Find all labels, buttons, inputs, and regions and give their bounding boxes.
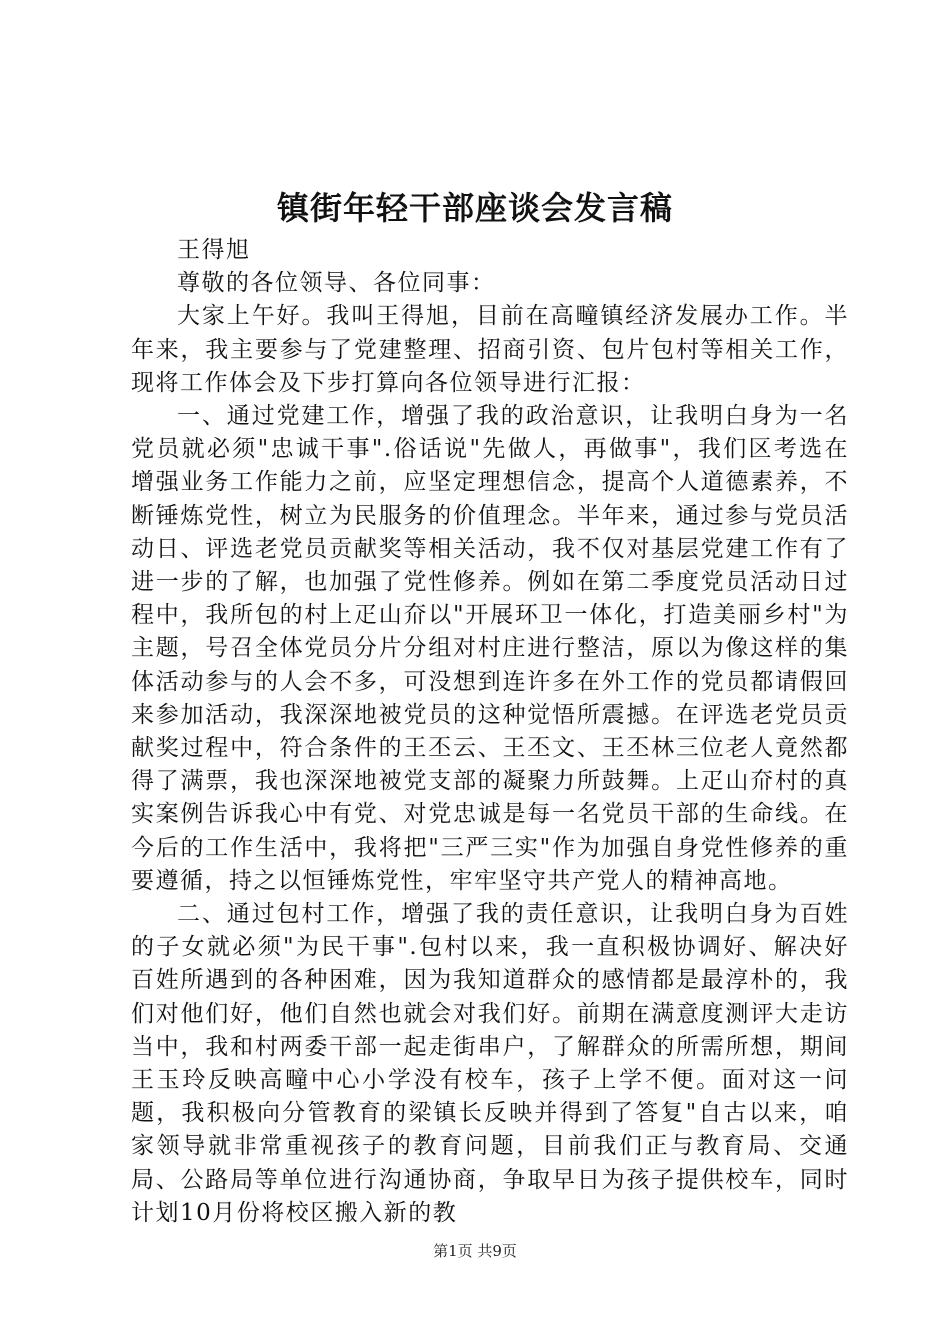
paragraph-section-two: 二、通过包村工作，增强了我的责任意识，让我明白身为百姓的子女就必须"为民干事".包村以来，我一直积极协调好、解决好百姓所遇到的各种困难，因为我知道群众的感情都是最淳朴的，我们对他们好，他们自然也就会对我们好。前期在满意度测评大走访当中，我和村两委干部一起走街串户，了解群众的所需所想，期间王玉玲反映高疃中心小学没有校车，孩子上学不便。面对这一问题，我积极向分管教育的梁镇长反映并得到了答复"自古以来，咱家领导就非常重视孩子的教育问题，目前我们正与教育局、交通局、公路局等单位进行沟通协商，争取早日为孩子提供校车，同时计划10月份将校区搬入新的教 [131, 901, 849, 1226]
page-number: 第1页 [433, 1242, 473, 1260]
page-footer [0, 1241, 950, 1261]
paragraph-intro: 大家上午好。我叫王得旭，目前在高疃镇经济发展办工作。半年来，我主要参与了党建整理、招商引资、包片包村等相关工作，现将工作体会及下步打算向各位领导进行汇报： [131, 303, 849, 396]
document-body [131, 234, 849, 1230]
document-title: 镇街年轻干部座谈会发言稿 [276, 189, 673, 227]
paragraph-section-one: 一、通过党建工作，增强了我的政治意识，让我明白身为一名党员就必须"忠诚干事".俗话说"先做人，再做事"，我们区考选在增强业务工作能力之前，应坚定理想信念，提高个人道德素养，不断锤炼党性，树立为民服务的价值理念。半年来，通过参与党员活动日、评选老党员贡献奖等相关活动，我不仅对基层党建工作有了进一步的了解，也加强了党性修养。例如在第二季度党员活动日过程中，我所包的村上疋山夼以"开展环卫一体化，打造美丽乡村"为主题，号召全体党员分片分组对村庄进行整洁，原以为像这样的集体活动参与的人会不多，可没想到连许多在外工作的党员都请假回来参加活动，我深深地被党员的这种觉悟所震撼。在评选老党员贡献奖过程中，符合条件的王丕云、王丕文、王丕林三位老人竟然都得了满票，我也深深地被党支部的凝聚力所鼓舞。上疋山夼村的真实案例告诉我心中有党、对党忠诚是每一名党员干部的生命线。在今后的工作生活中，我将把"三严三实"作为加强自身党性修养的重要遵循，持之以恒锤炼党性，牢牢坚守共产党人的精神高地。 [131, 403, 849, 894]
page-total: 共9页 [477, 1242, 517, 1260]
greeting-line: 尊敬的各位领导、各位同事： [177, 270, 496, 297]
author-line: 王得旭 [177, 237, 251, 263]
